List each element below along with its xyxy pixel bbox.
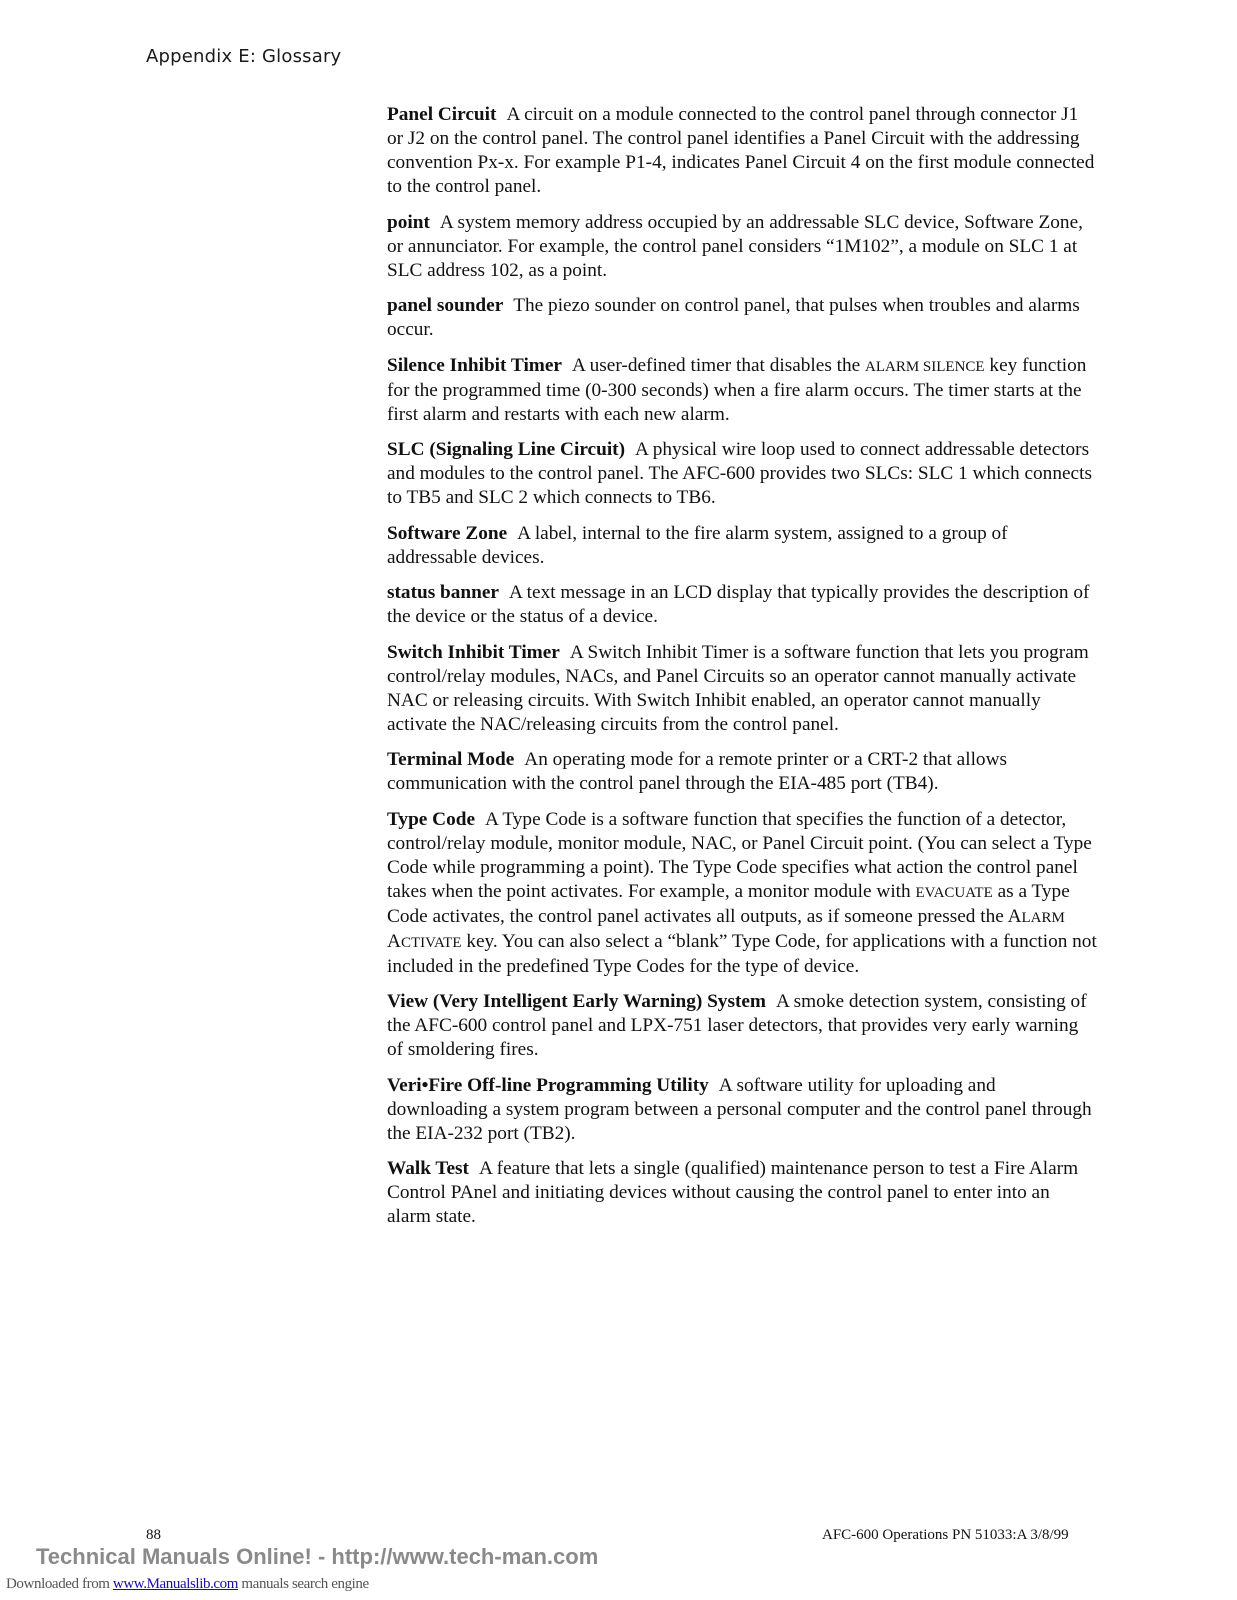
glossary-definition: A circuit on a module connected to the control panel through connector J1 or J2 on the control panel. The control panel identifies a Panel Circuit with the addressing convention Px-x. For example P1-4, indicates Panel Circuit 4 on the first module connected to the control panel. — [387, 104, 1095, 197]
glossary-definition: An operating mode for a remote printer or a CRT-2 that allows communication with the control panel through the EIA-485 port (TB4). — [387, 749, 1008, 794]
glossary-term: status banner — [387, 582, 499, 603]
key-name-initial: A — [387, 930, 401, 952]
glossary-entry — [387, 641, 1097, 737]
glossary-entry — [387, 354, 1097, 427]
glossary-definition-part: A user-defined timer that disables the — [571, 354, 866, 376]
watermark-manualslib — [6, 1576, 369, 1593]
key-name-initial: A — [1007, 905, 1022, 927]
watermark-tech-man: Technical Manuals Online! - http://www.tech-man.com — [36, 1544, 599, 1569]
glossary-definition: A system memory address occupied by an addressable SLC device, Software Zone, or annunciator. For example, the control panel considers “1M102”, a module on SLC 1 at SLC address 102, as a point. — [387, 211, 1083, 281]
glossary-entry — [387, 211, 1097, 283]
watermark-text: manuals search engine — [238, 1576, 369, 1592]
glossary-definition: A software utility for uploading and downloading a system program between a personal computer and the control panel through the EIA-232 port (TB2). — [387, 1074, 1092, 1144]
document-id: AFC-600 Operations PN 51033:A 3/8/99 — [822, 1527, 1069, 1543]
key-name-rest: CTIVATE — [400, 934, 462, 951]
glossary-definition: A feature that lets a single (qualified) maintenance person to test a Fire Alarm Control PAnel and initiating devices without causing the control panel to enter into an alarm state. — [387, 1158, 1079, 1227]
glossary-definition: A Switch Inhibit Timer is a software function that lets you program control/relay modules, NACs, and Panel Circuits so an operator cannot manually activate NAC or releasing circuits. With Switch Inhibit enabled, an operator cannot manually activate the NAC/releasing circuits from the control panel. — [387, 641, 1089, 735]
glossary-definition: A smoke detection system, consisting of the AFC-600 control panel and LPX-751 laser detectors, that provides very early warning of smoldering fires. — [387, 991, 1087, 1060]
key-name: EVACUATE — [915, 884, 993, 901]
glossary-term: Veri•Fire Off-line Programming Utility — [387, 1074, 709, 1096]
glossary-term: Switch Inhibit Timer — [387, 641, 560, 663]
glossary-term: point — [387, 211, 430, 233]
glossary-entry — [387, 990, 1097, 1062]
glossary-entry — [387, 294, 1097, 342]
glossary-entry — [387, 748, 1097, 796]
glossary-entry — [387, 522, 1097, 570]
key-name-rest: LARM — [1021, 909, 1065, 926]
manualslib-link[interactable]: www.Manualslib.com — [112, 1576, 239, 1592]
glossary-definition-part: key. You can also select a “blank” Type Code, for applications with a function not included in the predefined Type Codes for the type of device. — [387, 930, 1097, 977]
glossary-definition-part: A Type Code is a software function that specifies the function of a detector, control/relay module, monitor module, NAC, or Panel Circuit point. (You can select a Type Code while programming a point). The Type Code specifies what action the control panel takes when the point activates. For example, a monitor module with — [387, 808, 1092, 902]
glossary-definition: The piezo sounder on control panel, that pulses when troubles and alarms occur. — [387, 295, 1080, 340]
glossary-term: Walk Test — [387, 1158, 469, 1179]
glossary-entry — [387, 438, 1097, 510]
glossary-entry — [387, 1074, 1097, 1146]
page-number: 88 — [146, 1527, 161, 1543]
glossary-term: SLC (Signaling Line Circuit) — [387, 439, 626, 460]
glossary-definition: A label, internal to the fire alarm system, assigned to a group of addressable devices. — [387, 522, 1008, 568]
glossary-term: View (Very Intelligent Early Warning) System — [387, 991, 766, 1012]
glossary-list — [387, 103, 1097, 1241]
page-header-title: Appendix E: Glossary — [146, 46, 342, 67]
glossary-definition-part: key function for the programmed time (0-300 seconds) when a fire alarm occurs. The timer starts at the first alarm and restarts with each new alarm. — [387, 354, 1087, 425]
glossary-entry — [387, 808, 1097, 979]
glossary-term: panel sounder — [387, 295, 504, 316]
glossary-definition: A text message in an LCD display that typically provides the description of the device or the status of a device. — [387, 582, 1090, 627]
key-name: ALARM SILENCE — [865, 358, 985, 375]
watermark-text: Downloaded from — [6, 1576, 113, 1592]
glossary-term: Panel Circuit — [387, 104, 497, 125]
glossary-term: Type Code — [387, 808, 476, 830]
glossary-term: Terminal Mode — [387, 749, 515, 770]
glossary-entry — [387, 581, 1097, 629]
glossary-term: Software Zone — [387, 522, 508, 544]
glossary-entry — [387, 1157, 1097, 1229]
glossary-term: Silence Inhibit Timer — [387, 354, 562, 376]
glossary-definition-part: as a Type Code activates, the control panel activates all outputs, as if someone pressed the — [387, 880, 1070, 927]
glossary-definition: A physical wire loop used to connect addressable detectors and modules to the control panel. The AFC-600 provides two SLCs: SLC 1 which connects to TB5 and SLC 2 which connects to TB6. — [387, 439, 1092, 508]
glossary-entry — [387, 103, 1097, 199]
